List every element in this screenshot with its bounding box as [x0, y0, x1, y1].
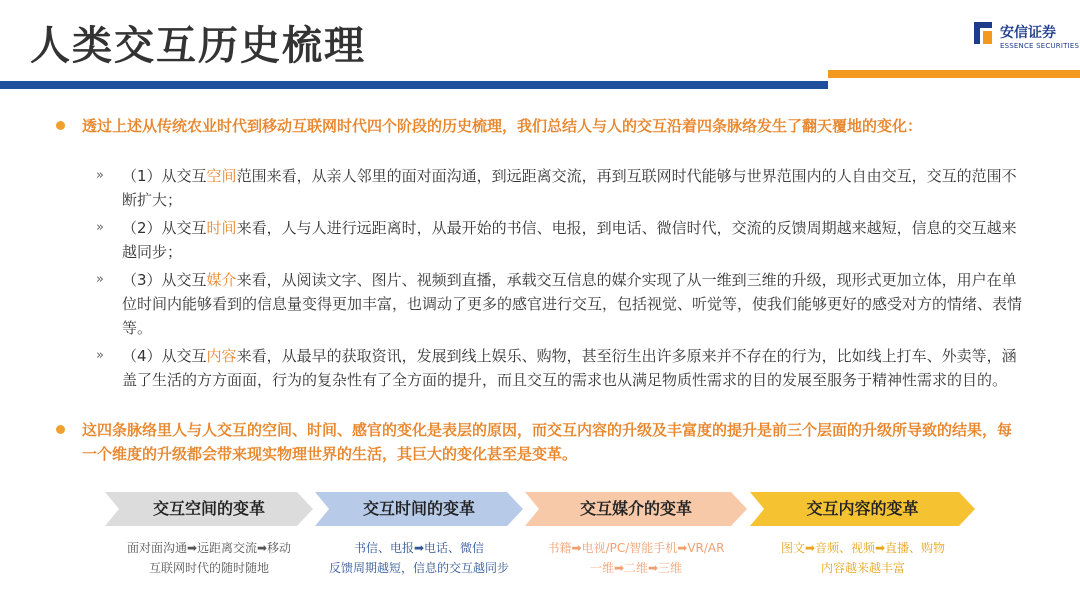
description-line: 面对面沟通➡远距离交流➡移动: [126, 541, 292, 555]
chevron-right-icon: »: [96, 348, 104, 363]
sub-point-body: 范围来看，从亲人邻里的面对面沟通，到远距离交流，再到互联网时代能够与世界范围内的人自由交互，交互的范围不断扩大；: [122, 167, 1017, 209]
description-line: 反馈周期越短，信息的交互越同步: [328, 561, 509, 575]
stage-label: 交互时间的变革: [362, 499, 475, 518]
logo-english-name: ESSENCE SECURITIES: [1000, 42, 1080, 50]
sub-point-keyword: 空间: [206, 167, 237, 185]
page-title: 人类交互历史梳理: [30, 23, 366, 69]
chevron-right-icon: »: [96, 220, 104, 235]
stage-arrow-content: [750, 492, 975, 526]
description-line: 内容越来越丰富: [820, 561, 905, 575]
sub-point-prefix: （2）从交互: [122, 219, 207, 237]
stage-arrow-media: [525, 492, 747, 526]
company-logo: [972, 18, 1080, 62]
summary-bullet-text: 透过上述从传统农业时代到移动互联网时代四个阶段的历史梳理，我们总结人与人的交互沿着四条脉络发生了翻天覆地的变化：: [82, 117, 923, 135]
sub-point-body: 来看，从最早的获取资讯，发展到线上娱乐、购物，甚至衍生出许多原来并不存在的行为，比如线上打车、外卖等，涵盖了生活的方方面面，行为的复杂性有了全方面的提升，而且交互的需求也从满足物质性需求的目的发展至服务于精神性需求的目的。: [122, 347, 1017, 389]
stage-label: 交互空间的变革: [152, 499, 265, 518]
description-line: 书籍➡电视/PC/智能手机➡VR/AR: [547, 541, 725, 555]
header-divider-orange: [828, 70, 1080, 78]
stage-arrow-space: [105, 492, 313, 526]
stage-label: 交互媒介的变革: [579, 499, 692, 518]
stage-arrow-time: [315, 492, 523, 526]
header-divider-blue: [0, 81, 828, 89]
stage-description-content: [747, 538, 979, 578]
sub-point-prefix: （3）从交互: [122, 271, 207, 289]
logo-mark-icon: [972, 20, 994, 46]
stage-label: 交互内容的变革: [806, 499, 919, 518]
stage-description-media: [520, 538, 752, 578]
conclusion-bullet-text: 这四条脉络里人与人交互的空间、时间、感官的变化是表层的原因，而交互内容的升级及丰富度的提升是前三个层面的升级所导致的结果，每一个维度的升级都会带来现实物理世界的生活，其巨大的变化甚至是变革。: [82, 421, 1013, 463]
stage-description-time: [305, 538, 533, 578]
stage-description-space: [95, 538, 323, 578]
logo-name: 安信证券: [1000, 25, 1056, 41]
sub-point-keyword: 媒介: [206, 271, 237, 289]
bullet-dot-icon: [56, 425, 65, 434]
description-line: 互联网时代的随时随地: [148, 561, 269, 575]
chevron-right-icon: »: [96, 272, 104, 287]
sub-point-keyword: 内容: [206, 347, 237, 365]
bullet-dot-icon: [56, 121, 65, 130]
sub-point-body: 来看，从阅读文字、图片、视频到直播，承载交互信息的媒介实现了从一维到三维的升级，现形式更加立体，用户在单位时间内能够看到的信息量变得更加丰富，也调动了更多的感官进行交互，包括视觉、听觉等，使我们能够更好的感受对方的情绪、表情等。: [122, 271, 1023, 337]
sub-point-prefix: （1）从交互: [122, 167, 207, 185]
sub-point-keyword: 时间: [206, 219, 237, 237]
description-line: 图文➡音频、视频➡直播、购物: [780, 541, 946, 555]
sub-point-body: 来看，人与人进行远距离时，从最开始的书信、电报，到电话、微信时代，交流的反馈周期越来越短，信息的交互越来越同步；: [122, 219, 1017, 261]
description-line: 一维➡二维➡三维: [589, 561, 683, 575]
sub-point-prefix: （4）从交互: [122, 347, 207, 365]
chevron-right-icon: »: [96, 168, 104, 183]
description-line: 书信、电报➡电话、微信: [353, 541, 485, 555]
